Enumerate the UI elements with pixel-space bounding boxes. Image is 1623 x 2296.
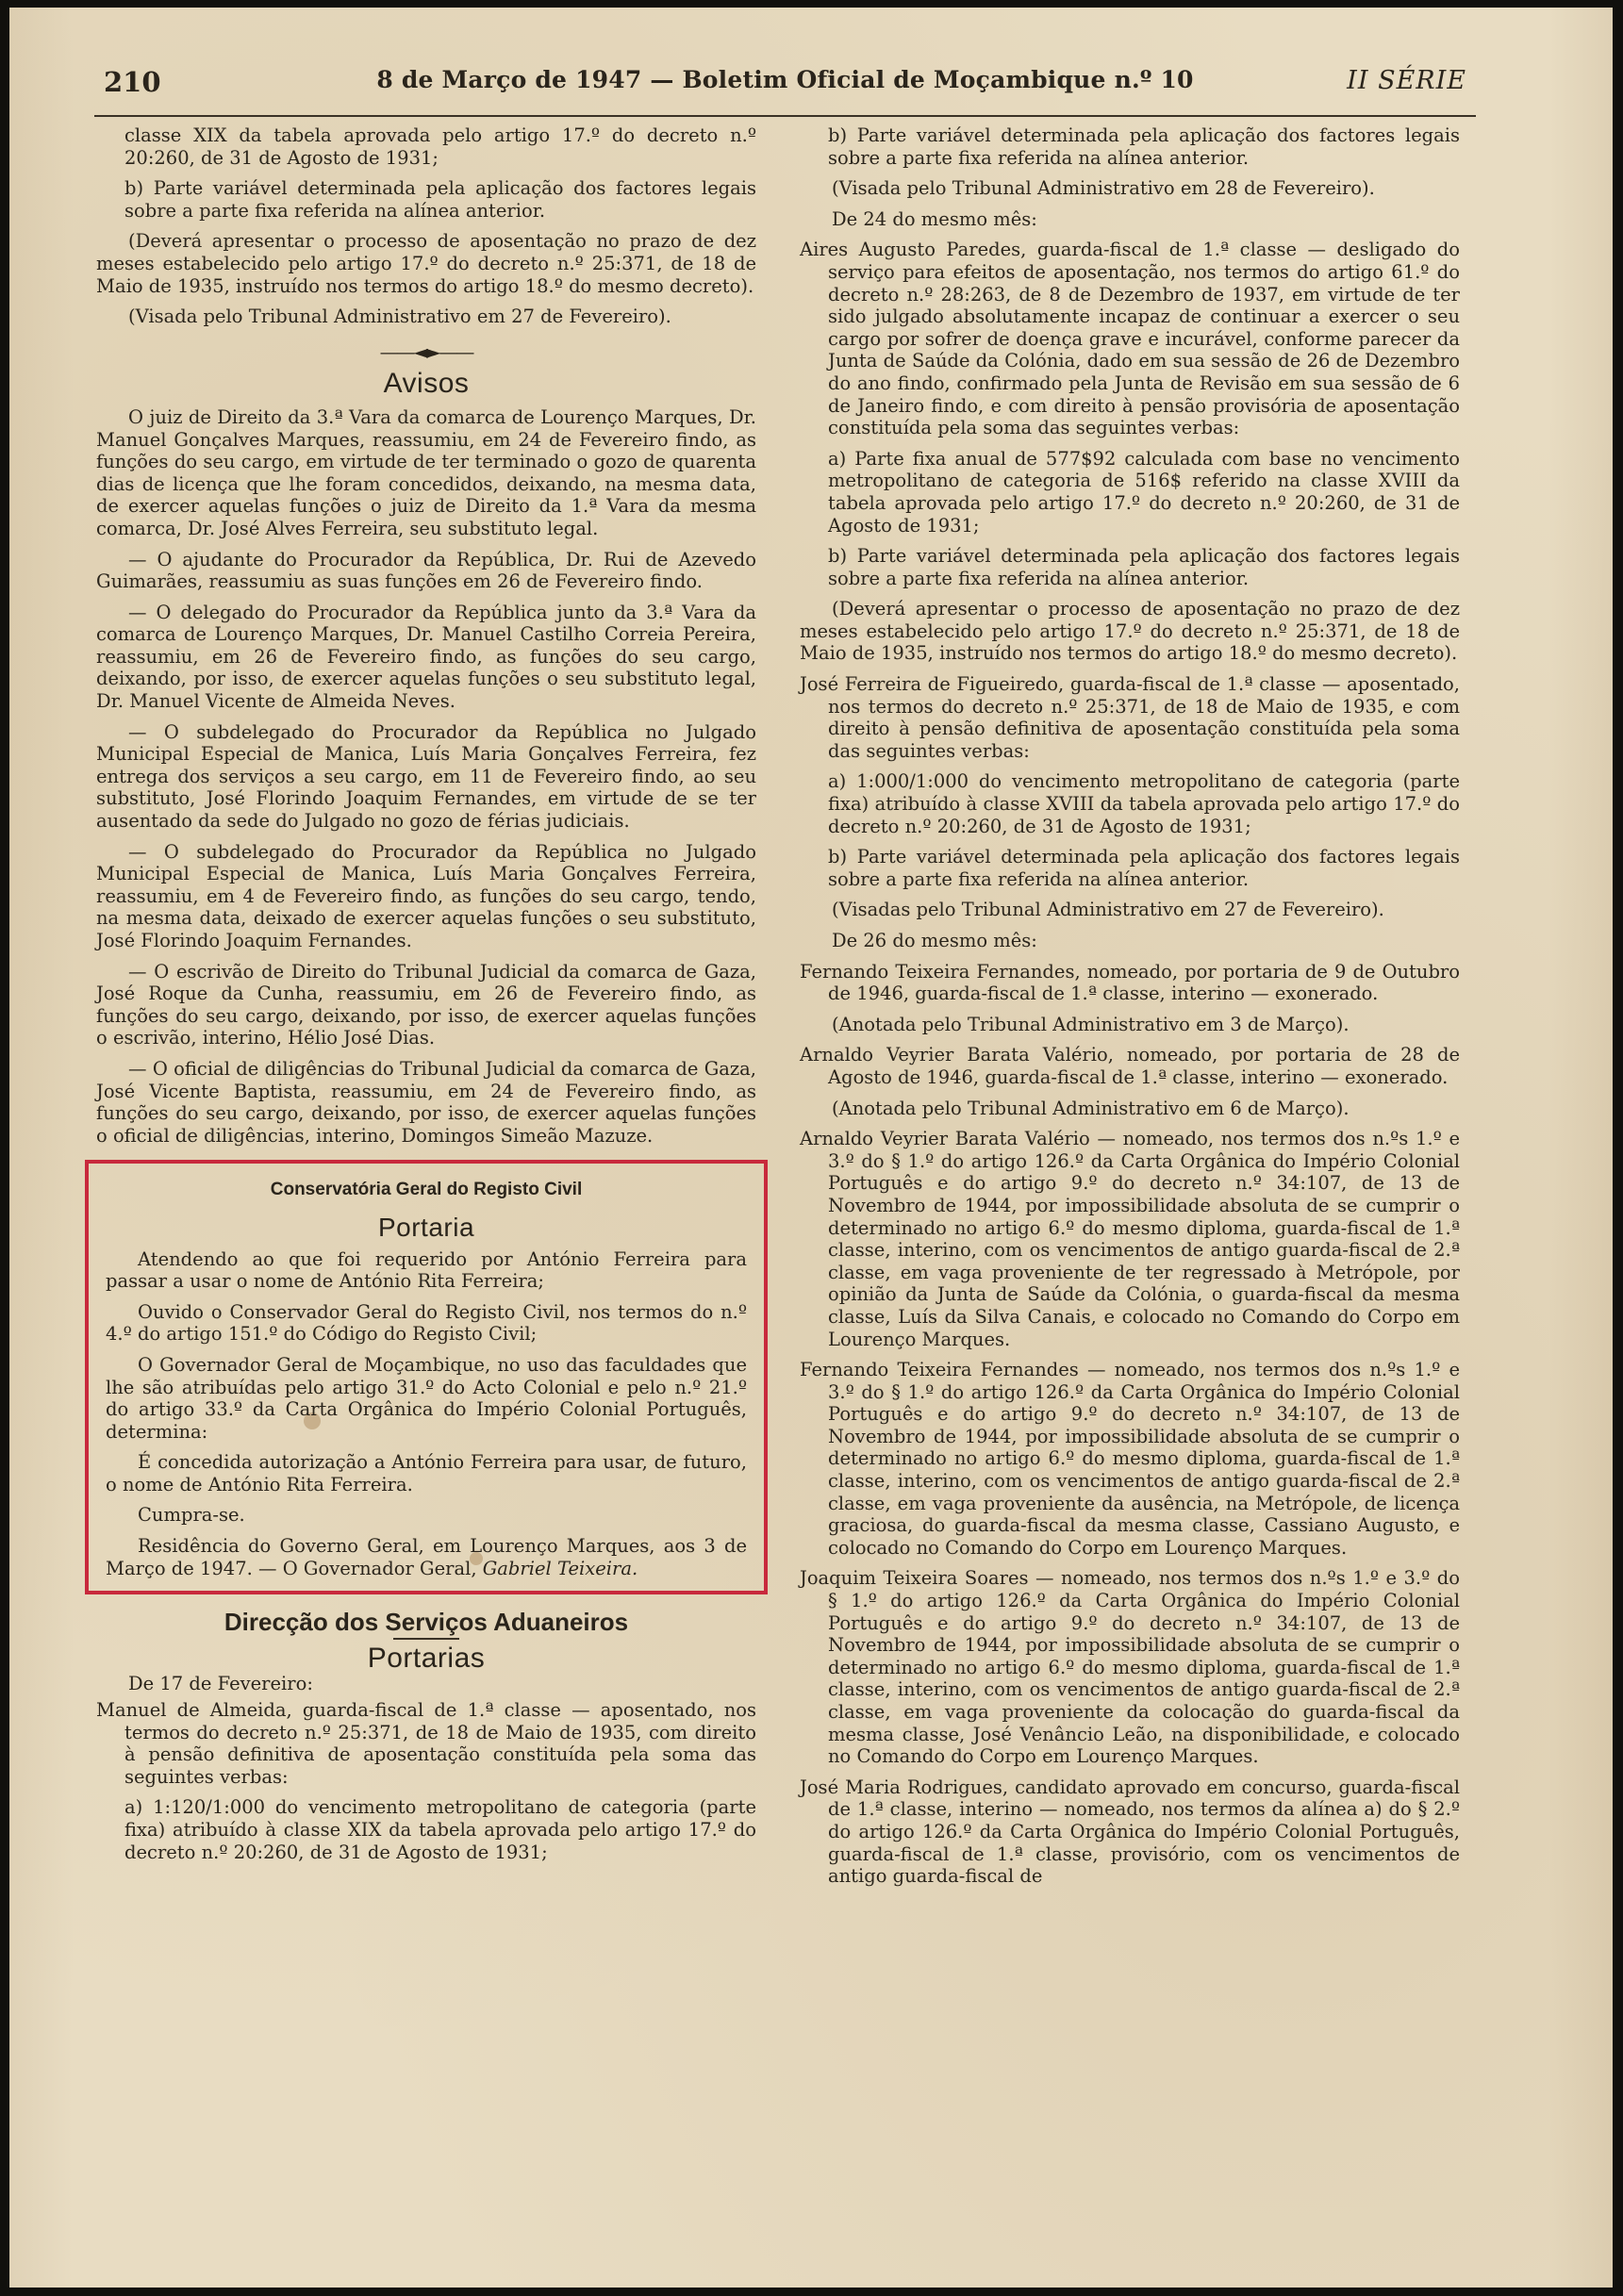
paragraph: (Visadas pelo Tribunal Administrativo em 27 de Fevereiro).: [832, 899, 1384, 921]
entry-paragraph: José Ferreira de Figueiredo, guarda-fiscal de 1.ª classe — aposentado, nos termos do decreto n.º 25:371, de 18 de Maio de 1935, e com direito à pensão definitiva de aposentação constituída pela soma das seguintes verbas:: [800, 673, 1460, 762]
aviso-paragraph: — O delegado do Procurador da República junto da 3.ª Vara da comarca de Lourenço Marques, Dr. Manuel Castilho Correia Pereira, reassumiu, em 26 de Fevereiro findo, as funções do seu cargo, deixando, por isso, de exercer aquelas funções o seu substituto legal, Dr. Manuel Vicente de Almeida Neves.: [96, 601, 756, 713]
signature-name: Gabriel Teixeira.: [482, 1557, 638, 1579]
box-organization: Conservatória Geral do Registo Civil: [270, 1180, 583, 1200]
ornament-divider: ——◄►——: [379, 339, 473, 363]
date-line: De 24 do mesmo mês:: [832, 207, 1037, 230]
paragraph: (Deverá apresentar o processo de aposentação no prazo de dez meses estabelecido pelo artigo 17.º do decreto n.º 25:371, de 18 de Maio de 1935, instruído nos termos do artigo 18.º do mesmo decreto).: [800, 598, 1460, 665]
aviso-paragraph: — O subdelegado do Procurador da República no Julgado Municipal Especial de Manica, Luís Maria Gonçalves Ferreira, fez entrega dos serviços a seu cargo, em 11 de Fevereiro findo, ao seu substituto, José Florindo Joaquim Fernandes, em virtude de se ter ausentado da sede do Julgado no gozo de férias judiciais.: [96, 720, 756, 833]
page-number: 210: [104, 66, 161, 98]
header-title: 8 de Março de 1947 — Boletim Oficial de Moçambique n.º 10: [376, 66, 1194, 93]
entry-paragraph: Aires Augusto Paredes, guarda-fiscal de 1.ª classe — desligado do serviço para efeitos de aposentação, nos termos do artigo 61.º do decreto n.º 28:263, de 8 de Dezembro de 1937, em virtude de ter sido julgado absolutamente incapaz de continuar a exercer o seu cargo por sofrer de doença grave e incurável, conforme parecer da Junta de Saúde da Colónia, dado em sua sessão de 26 de Dezembro do ano findo, confirmado pela Junta de Revisão em sua sessão de 6 de Janeiro findo, e com direito à pensão provisória de aposentação constituída pela soma das seguintes verbas:: [800, 239, 1460, 439]
paragraph: (Visada pelo Tribunal Administrativo em 27 de Fevereiro).: [128, 306, 671, 328]
date-line: De 26 do mesmo mês:: [832, 930, 1037, 951]
section-heading-aduaneiros: Direcção dos Serviços Aduaneiros: [224, 1608, 629, 1637]
portaria-red-box: [85, 1160, 768, 1594]
aviso-paragraph: O juiz de Direito da 3.ª Vara da comarca de Lourenço Marques, Dr. Manuel Gonçalves Marques, reassumiu, em 24 de Fevereiro findo, as funções do seu cargo, em virtude de ter terminado o gozo de quarenta dias de licença que lhe foram concedidos, deixando, na mesma data, de exercer aquelas funções o juiz de Direito da 1.ª Vara da mesma comarca, Dr. José Alves Ferreira, seu substituto legal.: [96, 405, 756, 539]
paragraph: (Anotada pelo Tribunal Administrativo em 6 de Março).: [832, 1097, 1350, 1119]
box-signature-line: [106, 1535, 747, 1579]
aviso-paragraph: — O ajudante do Procurador da República, Dr. Rui de Azevedo Guimarães, reassumiu as suas funções em 26 de Fevereiro findo.: [96, 548, 756, 593]
entry-paragraph: Fernando Teixeira Fernandes — nomeado, nos termos dos n.ºs 1.º e 3.º do § 1.º do artigo 126.º da Carta Orgânica do Império Colonial Português e do artigo 9.º do decreto n.º 34:107, de 13 de Novembro de 1944, por impossibilidade absoluta de se cumprir o determinado no artigo 6.º do mesmo diploma, guarda-fiscal de 1.ª classe, interino, com os vencimentos de antigo guarda-fiscal de 2.ª classe, em vaga proveniente da ausência, na Metrópole, de licença graciosa, do guarda-fiscal da mesma classe, Cassiano Augusto, e colocado no Comando do Corpo em Lourenço Marques.: [800, 1359, 1460, 1559]
box-title: Portaria: [377, 1212, 475, 1242]
paragraph: b) Parte variável determinada pela aplicação dos factores legais sobre a parte fixa referida na alínea anterior.: [828, 124, 1460, 169]
right-column: [800, 124, 1460, 1896]
box-paragraph: Cumpra-se.: [138, 1504, 245, 1527]
left-column: [96, 124, 756, 1872]
entry-subparagraph: a) 1:120/1:000 do vencimento metropolitano de categoria (parte fixa) atribuído à classe XIX da tabela aprovada pelo artigo 17.º do decreto n.º 20:260, de 31 de Agosto de 1931;: [124, 1796, 756, 1863]
section-heading-avisos: Avisos: [383, 368, 470, 400]
entry-paragraph: Manuel de Almeida, guarda-fiscal de 1.ª classe — aposentado, nos termos do decreto n.º 25:371, de 18 de Maio de 1935, com direito à pensão definitiva de aposentação constituída pela soma das seguintes verbas:: [96, 1699, 756, 1788]
entry-subparagraph: b) Parte variável determinada pela aplicação dos factores legais sobre a parte fixa referida na alínea anterior.: [828, 846, 1460, 890]
portarias-heading: Portarias: [367, 1642, 486, 1674]
paragraph: (Anotada pelo Tribunal Administrativo em 3 de Março).: [832, 1013, 1350, 1035]
paragraph: classe XIX da tabela aprovada pelo artigo 17.º do decreto n.º 20:260, de 31 de Agosto de 1931;: [124, 124, 756, 169]
aviso-paragraph: — O escrivão de Direito do Tribunal Judicial da comarca de Gaza, José Roque da Cunha, reassumiu, em 26 de Fevereiro findo, as funções do seu cargo, deixando, por isso, de exercer aquelas funções o escrivão, interino, Hélio José Dias.: [96, 960, 756, 1049]
page-header: [94, 66, 1476, 117]
box-paragraph: É concedida autorização a António Ferreira para usar, de futuro, o nome de António Rita Ferreira.: [106, 1451, 747, 1495]
box-paragraph: O Governador Geral de Moçambique, no uso das faculdades que lhe são atribuídas pelo artigo 31.º do Acto Colonial e pelo n.º 21.º do artigo 33.º da Carta Orgânica do Império Colonial Português, determina:: [106, 1353, 747, 1443]
page-sheet: [9, 8, 1613, 2288]
entry-subparagraph: a) 1:000/1:000 do vencimento metropolitano de categoria (parte fixa) atribuído à classe XVIII da tabela aprovada pelo artigo 17.º do decreto n.º 20:260, de 31 de Agosto de 1931;: [828, 770, 1460, 837]
paragraph: (Deverá apresentar o processo de aposentação no prazo de dez meses estabelecido pelo artigo 17.º do decreto n.º 25:371, de 18 de Maio de 1935, instruído nos termos do artigo 18.º do mesmo decreto).: [96, 230, 756, 297]
paragraph: (Visada pelo Tribunal Administrativo em 28 de Fevereiro).: [832, 177, 1375, 200]
entry-paragraph: Arnaldo Veyrier Barata Valério — nomeado, nos termos dos n.ºs 1.º e 3.º do § 1.º do artigo 126.º da Carta Orgânica do Império Colonial Português e do artigo 9.º do decreto n.º 34:107, de 13 de Novembro de 1944, por impossibilidade absoluta de se cumprir o determinado no artigo 6.º do mesmo diploma, guarda-fiscal de 1.ª classe, interino, com os vencimentos de antigo guarda-fiscal de 2.ª classe, em vaga proveniente de ter regressado à Metrópole, por opinião da Junta de Saúde da Colónia, o guarda-fiscal da mesma classe, Luís da Silva Canais, e colocado no Comando do Corpo em Lourenço Marques.: [800, 1128, 1460, 1350]
entry-subparagraph: a) Parte fixa anual de 577$92 calculada com base no vencimento metropolitano de categoria de 516$ referido na classe XVIII da tabela aprovada pelo artigo 17.º do decreto n.º 20:260, de 31 de Agosto de 1931;: [828, 447, 1460, 537]
entry-paragraph: Fernando Teixeira Fernandes, nomeado, por portaria de 9 de Outubro de 1946, guarda-fiscal de 1.ª classe, interino — exonerado.: [800, 960, 1460, 1005]
aviso-paragraph: — O oficial de diligências do Tribunal Judicial da comarca de Gaza, José Vicente Baptista, reassumiu, em 24 de Fevereiro findo, as funções do seu cargo, deixando, por isso, de exercer aquelas funções o oficial de diligências, interino, Domingos Simeão Mazuze.: [96, 1057, 756, 1147]
aviso-paragraph: — O subdelegado do Procurador da República no Julgado Municipal Especial de Manica, Luís Maria Gonçalves Ferreira, reassumiu, em 4 de Fevereiro findo, as funções do seu cargo, tendo, na mesma data, deixado de exercer aquelas funções o seu substituto, José Florindo Joaquim Fernandes.: [96, 840, 756, 951]
box-paragraph: Ouvido o Conservador Geral do Registo Civil, nos termos do n.º 4.º do artigo 151.º do Código do Registo Civil;: [106, 1300, 747, 1346]
date-line: De 17 de Fevereiro:: [128, 1673, 313, 1695]
entry-paragraph: Joaquim Teixeira Soares — nomeado, nos termos dos n.ºs 1.º e 3.º do § 1.º do artigo 126.º da Carta Orgânica do Império Colonial Português e do artigo 9.º do decreto n.º 34:107, de 13 de Novembro de 1944, por impossibilidade absoluta de se cumprir o determinado no artigo 6.º do mesmo diploma, guarda-fiscal de 1.ª classe, interino, com os vencimentos de antigo guarda-fiscal de 2.ª classe, em vaga proveniente da colocação do guarda-fiscal da mesma classe, José Venâncio Leão, na disponibilidade, e colocado no Comando do Corpo em Lourenço Marques.: [800, 1567, 1460, 1768]
entry-paragraph: José Maria Rodrigues, candidato aprovado em concurso, guarda-fiscal de 1.ª classe, interino — nomeado, nos termos da alínea a) do § 2.º do artigo 126.º da Carta Orgânica do Império Colonial Português, guarda-fiscal de 1.ª classe, provisório, com os vencimentos de antigo guarda-fiscal de: [800, 1776, 1460, 1888]
entry-subparagraph: b) Parte variável determinada pela aplicação dos factores legais sobre a parte fixa referida na alínea anterior.: [828, 545, 1460, 589]
entry-paragraph: Arnaldo Veyrier Barata Valério, nomeado, por portaria de 28 de Agosto de 1946, guarda-fiscal de 1.ª classe, interino — exonerado.: [800, 1044, 1460, 1088]
heading-rule: [393, 1638, 459, 1640]
paragraph: b) Parte variável determinada pela aplicação dos factores legais sobre a parte fixa referida na alínea anterior.: [124, 177, 756, 222]
box-signature-text: Residência do Governo Geral, em Lourenço Marques, aos 3 de Março de 1947. — O Governador Geral,: [106, 1535, 747, 1579]
box-paragraph: Atendendo ao que foi requerido por António Ferreira para passar a usar o nome de António Rita Ferreira;: [106, 1247, 747, 1293]
series-label: II SÉRIE: [1347, 66, 1466, 95]
